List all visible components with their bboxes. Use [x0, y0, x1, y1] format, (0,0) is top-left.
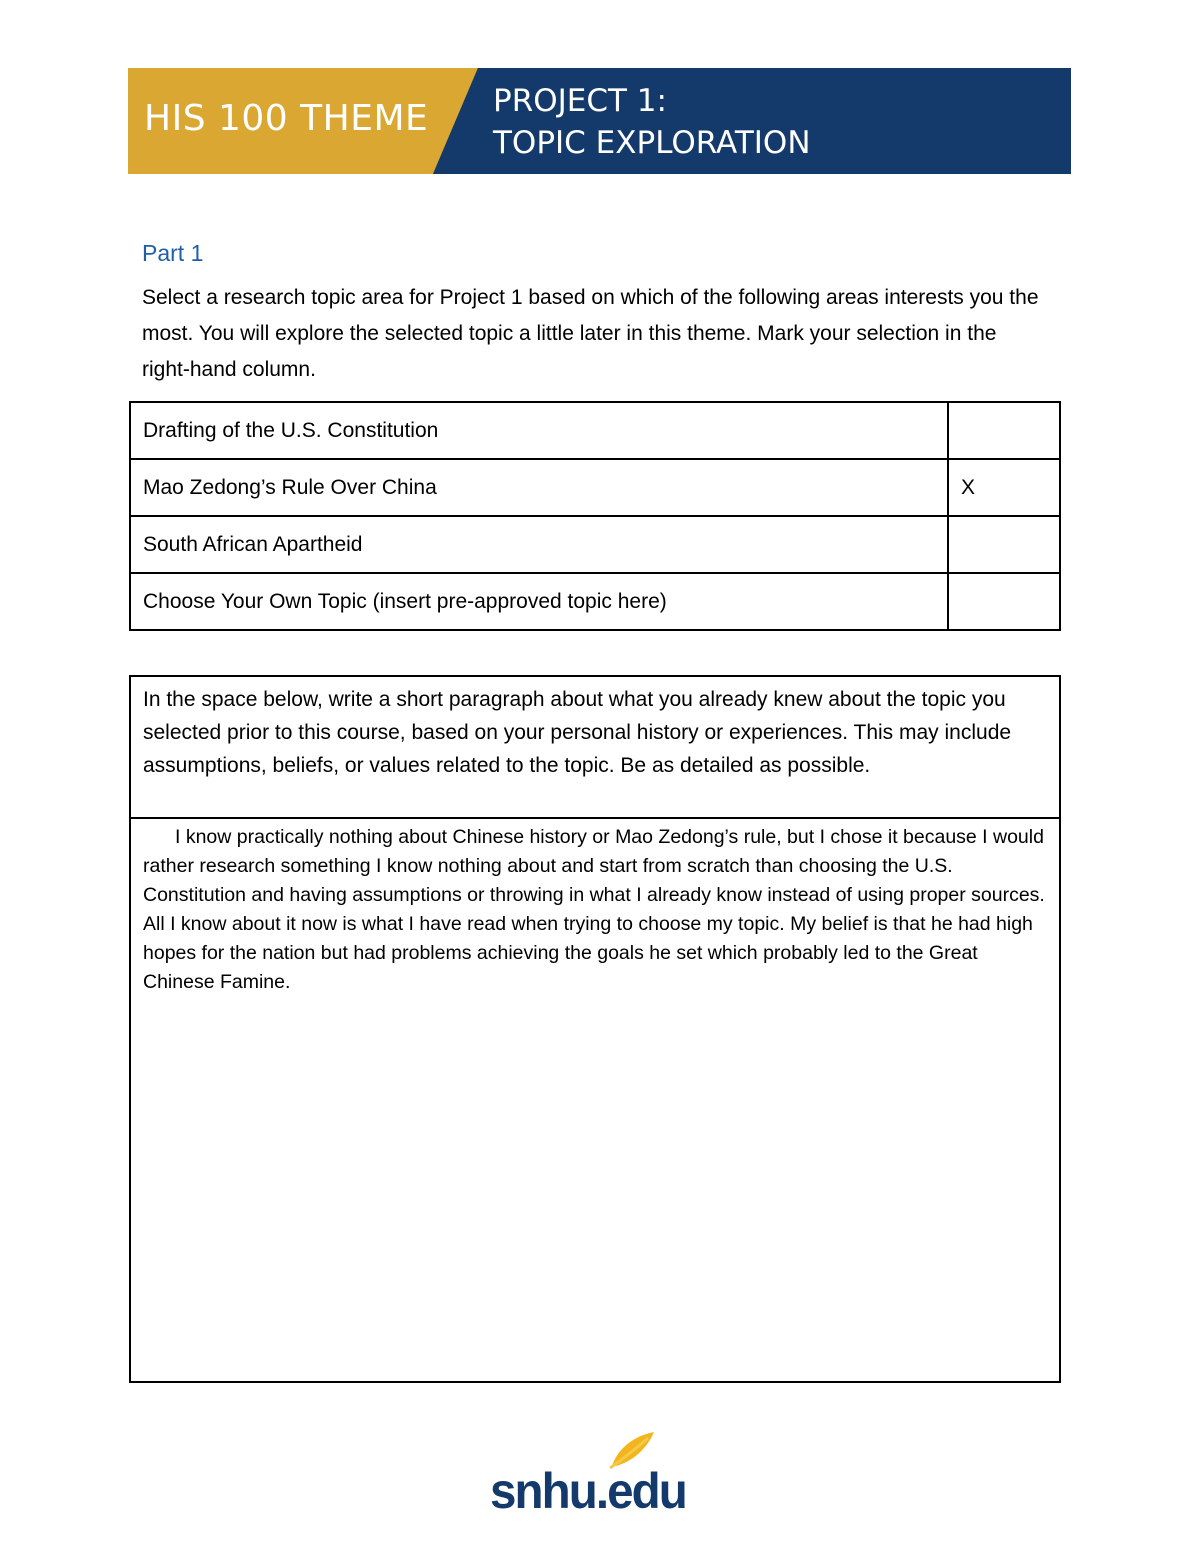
topic-selection-cell[interactable] [948, 573, 1060, 630]
reflection-box [129, 675, 1061, 1383]
banner-chevron-shape [433, 68, 483, 174]
reflection-response-field[interactable]: I know practically nothing about Chinese history or Mao Zedong’s rule, but I chose it because I would rather research something I know nothing about and start from scratch than choosing the U.S. Constitution and having assumptions or throwing in what I already know instead of using proper sources. All I know about it now is what I have read when trying to choose my topic. My belief is that he had high hopes for the nation but had problems achieving the goals he set which probably led to the Great Chinese Famine. [143, 826, 1045, 993]
topic-selection-table [129, 401, 1061, 631]
topic-selection-cell[interactable] [948, 516, 1060, 573]
snhu-logo [490, 1430, 695, 1520]
part-1-heading: Part 1 [142, 240, 204, 266]
topic-selection-cell[interactable]: X [948, 459, 1060, 516]
project-title-line1: PROJECT 1: [493, 83, 667, 119]
part-1-instructions: Select a research topic area for Project 1 based on which of the following areas interests you the most. You will explore the selected topic a little later in this theme. Mark your selection in the right-hand column. [142, 286, 1039, 381]
topic-selection-cell[interactable] [948, 402, 1060, 459]
table-row [130, 402, 1060, 459]
table-row [130, 459, 1060, 516]
project-title-line2: TOPIC EXPLORATION [493, 125, 811, 161]
topic-label: Mao Zedong’s Rule Over China [130, 459, 948, 516]
topic-label: Choose Your Own Topic (insert pre-approved topic here) [130, 573, 948, 630]
project-title [493, 80, 811, 164]
table-row [130, 516, 1060, 573]
topic-label: Drafting of the U.S. Constitution [130, 402, 948, 459]
header-banner [128, 68, 1071, 174]
reflection-prompt: In the space below, write a short paragraph about what you already knew about the topic you selected prior to this course, based on your personal history or experiences. This may include assumptions, beliefs, or values related to the topic. Be as detailed as possible. [131, 677, 1059, 819]
theme-title: HIS 100 THEME [144, 98, 429, 139]
table-row [130, 573, 1060, 630]
topic-label: South African Apartheid [130, 516, 948, 573]
logo-text: snhu.edu [490, 1463, 686, 1519]
banner-gold-panel [128, 68, 478, 174]
